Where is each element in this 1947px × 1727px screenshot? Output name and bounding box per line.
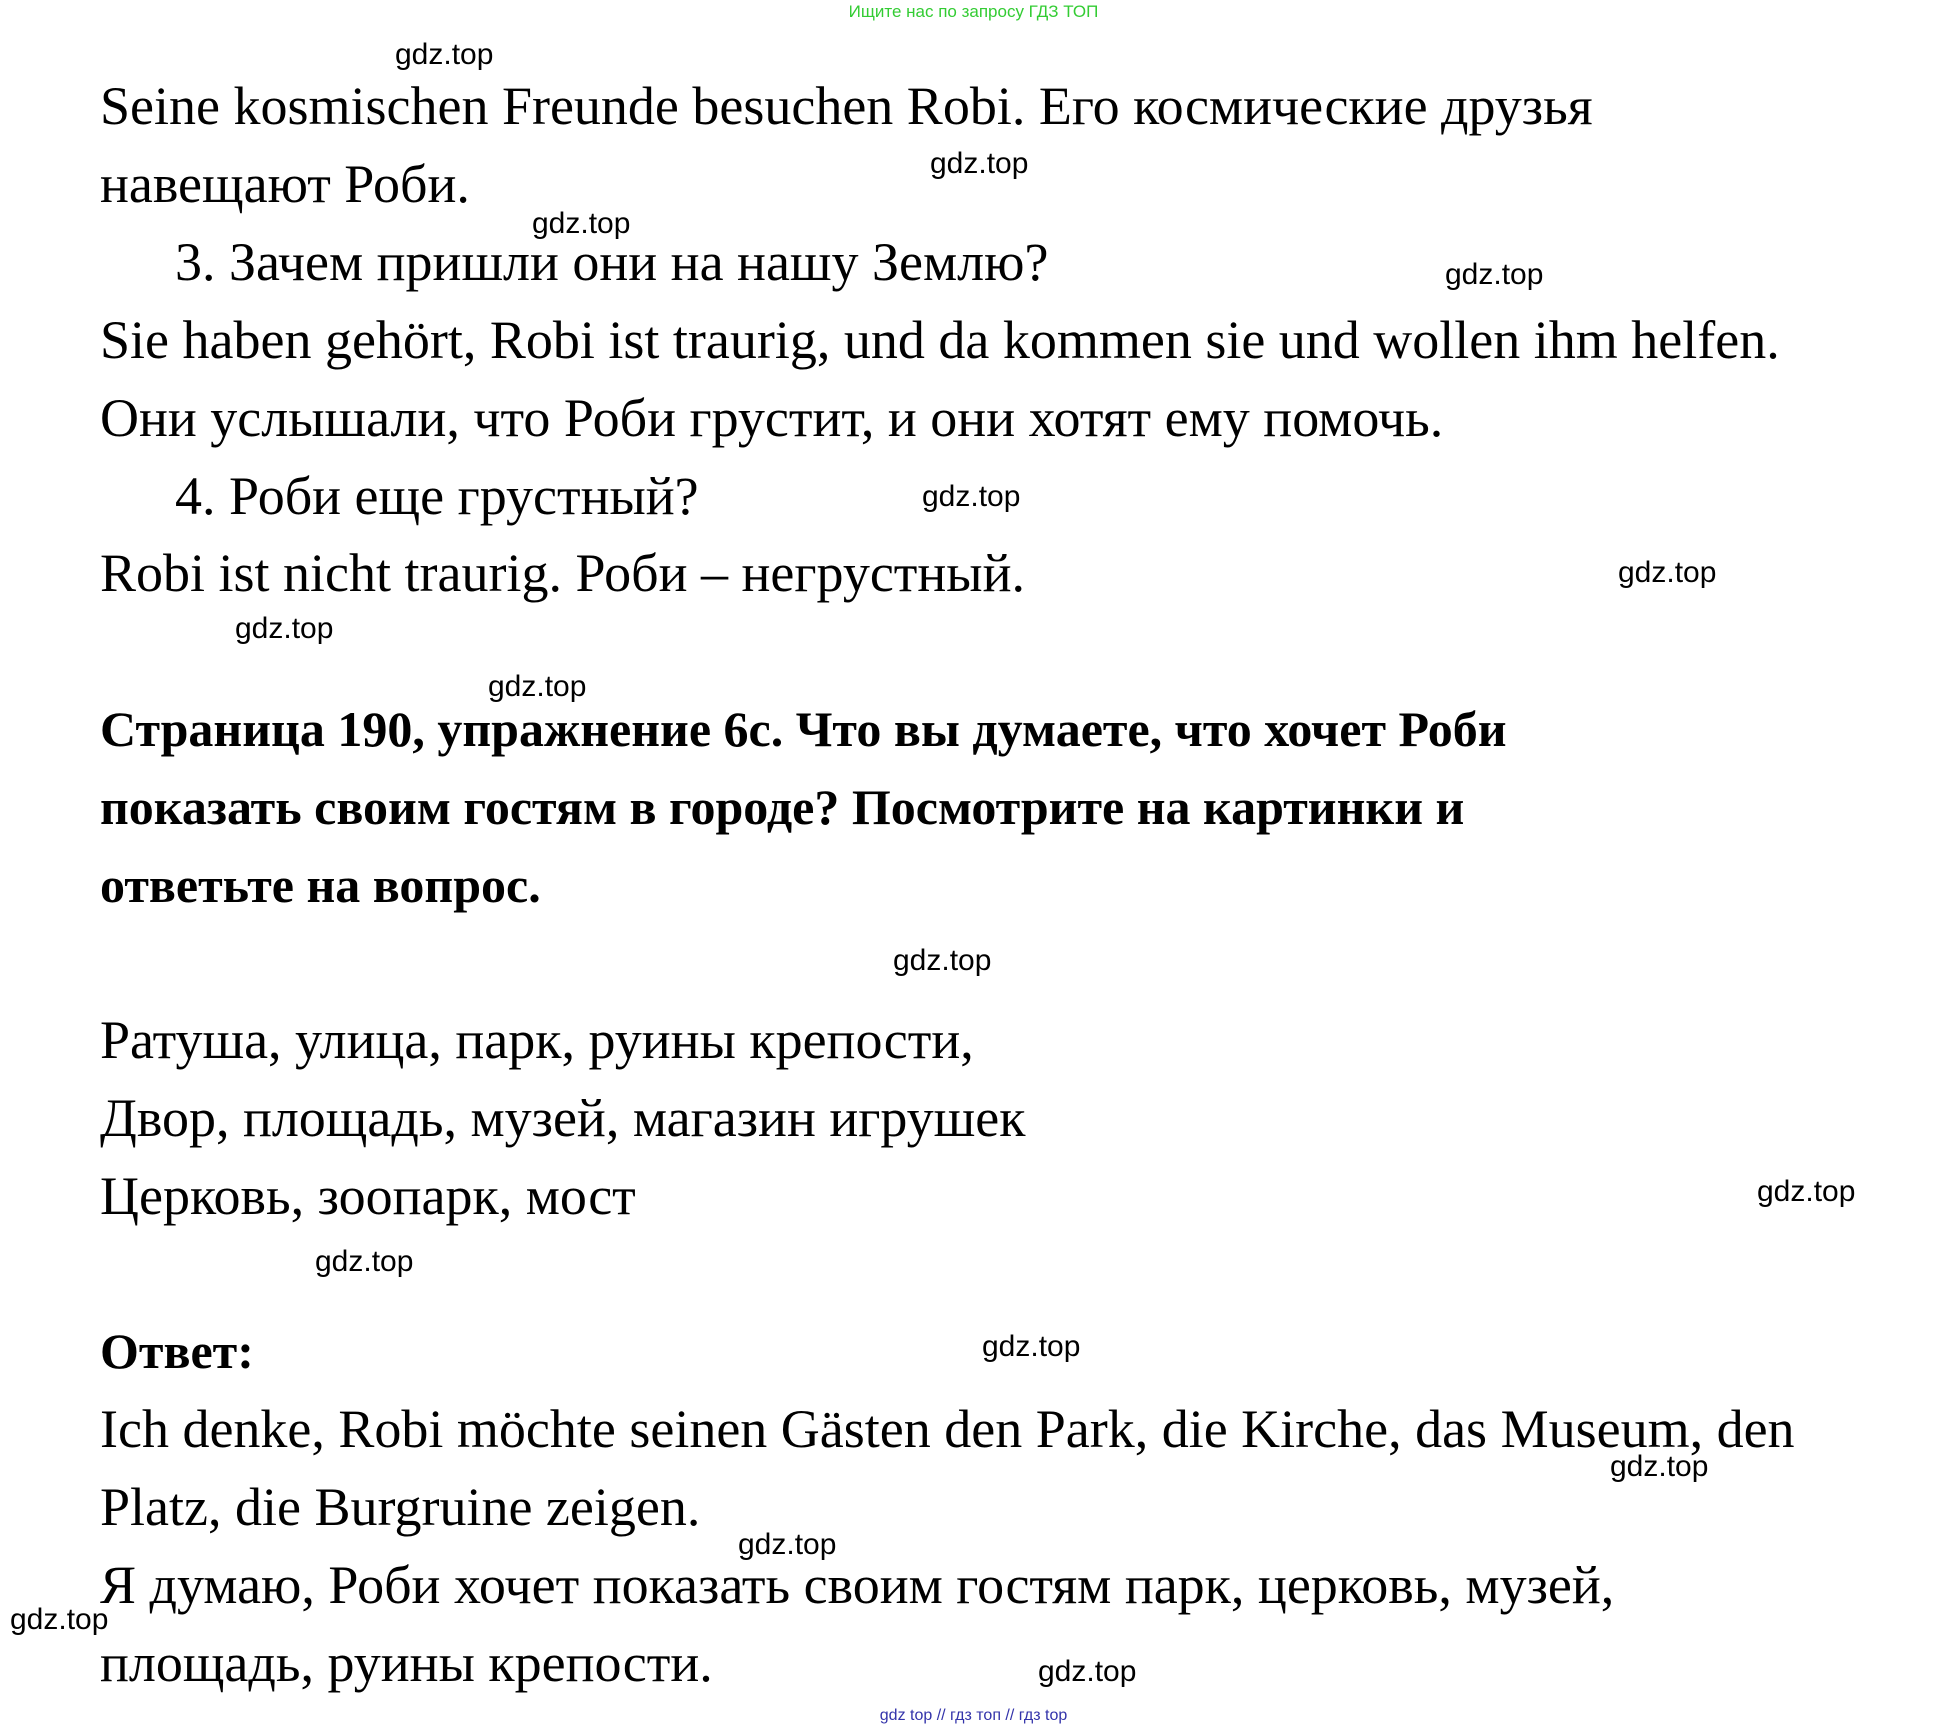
watermark: gdz.top bbox=[982, 1330, 1081, 1363]
exercise-heading: показать своим гостям в городе? Посмотрите на картинки и bbox=[100, 779, 1465, 835]
answer-label: Ответ: bbox=[100, 1323, 254, 1379]
text-line: Robi ist nicht traurig. Роби – негрустный. bbox=[100, 543, 1025, 603]
watermark: gdz.top bbox=[930, 147, 1029, 180]
footer-links: gdz top // гдз топ // гдз top bbox=[879, 1707, 1068, 1724]
exercise-heading: Страница 190, упражнение 6c. Что вы думаете, что хочет Роби bbox=[100, 701, 1507, 757]
watermark: gdz.top bbox=[1038, 1655, 1137, 1688]
watermark: gdz.top bbox=[235, 612, 334, 645]
answer-line: Platz, die Burgruine zeigen. bbox=[100, 1477, 701, 1537]
watermark: gdz.top bbox=[922, 480, 1021, 513]
watermark: gdz.top bbox=[532, 207, 631, 240]
watermark: gdz.top bbox=[738, 1528, 837, 1561]
watermark: gdz.top bbox=[1757, 1175, 1856, 1208]
word-list-line: Ратуша, улица, парк, руины крепости, bbox=[100, 1010, 974, 1070]
answer-line: площадь, руины крепости. bbox=[100, 1633, 713, 1693]
watermark: gdz.top bbox=[1445, 258, 1544, 291]
answer-line: Ich denke, Robi möchte seinen Gästen den Park, die Kirche, das Museum, den bbox=[100, 1399, 1795, 1459]
watermark: gdz.top bbox=[1610, 1450, 1709, 1483]
watermark: gdz.top bbox=[395, 38, 494, 71]
top-banner: Ищите нас по запросу ГДЗ ТОП bbox=[848, 2, 1099, 21]
watermark: gdz.top bbox=[1618, 556, 1717, 589]
question-3: 3. Зачем пришли они на нашу Землю? bbox=[175, 232, 1049, 292]
watermark: gdz.top bbox=[10, 1603, 109, 1636]
exercise-heading: ответьте на вопрос. bbox=[100, 857, 541, 913]
question-4: 4. Роби еще грустный? bbox=[175, 466, 699, 526]
word-list-line: Двор, площадь, музей, магазин игрушек bbox=[100, 1088, 1026, 1148]
text-line: Они услышали, что Роби грустит, и они хотят ему помочь. bbox=[100, 388, 1444, 448]
watermark: gdz.top bbox=[893, 944, 992, 977]
watermark: gdz.top bbox=[488, 670, 587, 703]
answer-line: Я думаю, Роби хочет показать своим гостям парк, церковь, музей, bbox=[100, 1555, 1615, 1615]
text-line: Seine kosmischen Freunde besuchen Robi. Его космические друзья bbox=[100, 76, 1593, 136]
text-line: навещают Роби. bbox=[100, 154, 470, 214]
watermark: gdz.top bbox=[315, 1245, 414, 1278]
word-list-line: Церковь, зоопарк, мост bbox=[100, 1166, 636, 1226]
text-line: Sie haben gehört, Robi ist traurig, und da kommen sie und wollen ihm helfen. bbox=[100, 310, 1780, 370]
